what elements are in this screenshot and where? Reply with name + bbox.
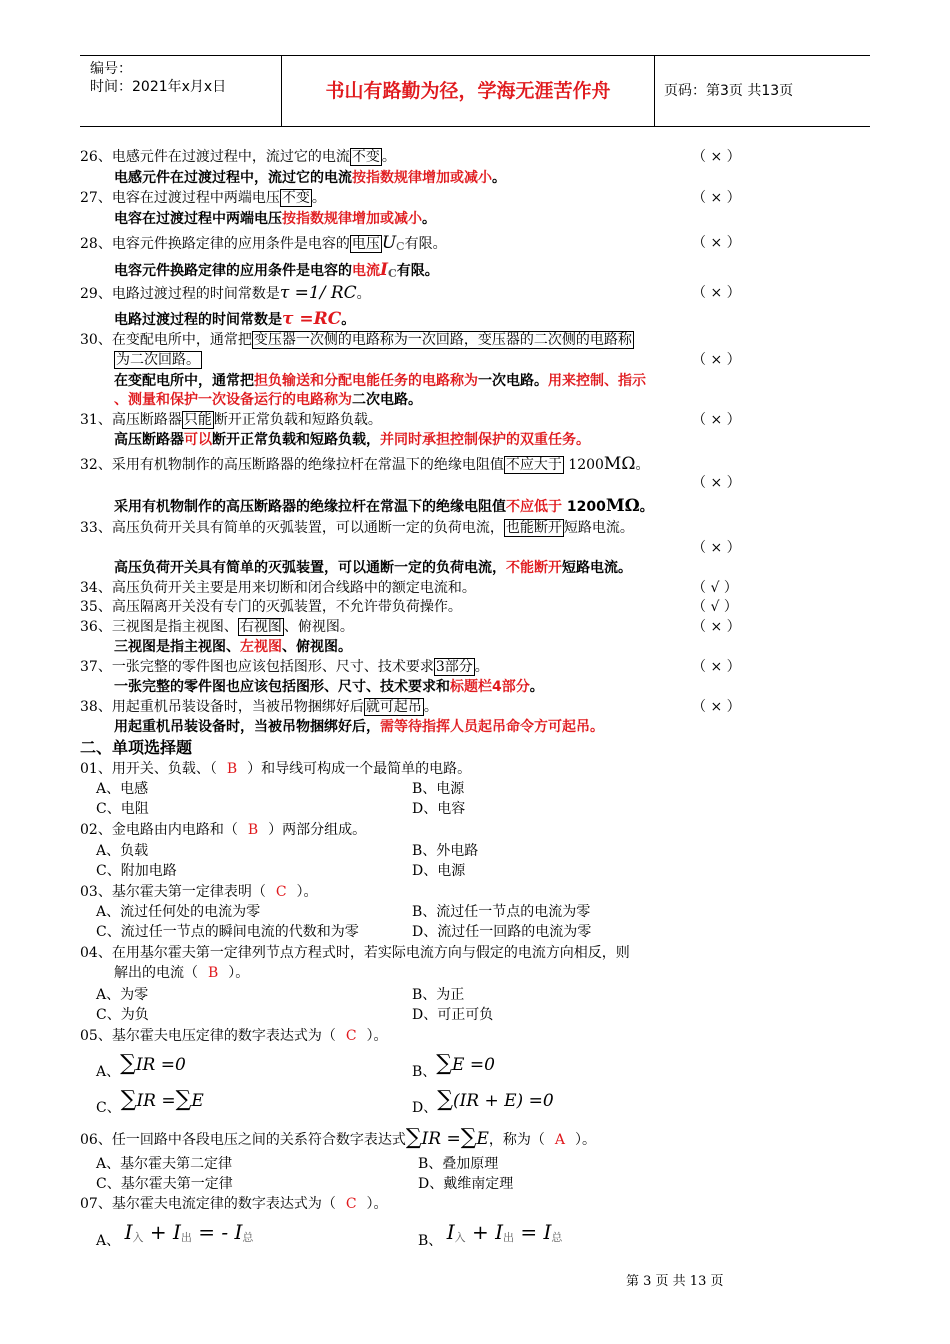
- option-a: A、 I入 + I出 = - I总: [96, 1220, 254, 1249]
- answer-letter: B: [226, 761, 238, 777]
- option-c: C、为负: [96, 1007, 149, 1023]
- header-motto: 书山有路勤为径，学海无涯苦作舟: [282, 56, 655, 126]
- question-38: 38、用起重机吊装设备时，当被吊物捆绑好后 就可起吊 。: [80, 699, 438, 715]
- correction-36: 三视图是指主视图、左视图、俯视图。: [114, 639, 352, 655]
- correction-30: 在变配电所中，通常把担负输送和分配电能任务的电路称为一次电路。用来控制、指示: [114, 373, 646, 389]
- page-footer: 第 3 页 共 13 页: [626, 1274, 724, 1289]
- marked-error: 不变: [351, 149, 380, 165]
- marked-error: 只能: [183, 412, 212, 428]
- question-32: 32、采用有机物制作的高压断路器的绝缘拉杆在常温下的绝缘电阻值 不应大于 1200MΩ。: [80, 454, 650, 474]
- judgement-mark: （ × ）: [692, 190, 741, 206]
- answer-letter: C: [345, 1028, 357, 1044]
- option-a: A、流过任何处的电流为零: [96, 904, 261, 920]
- question-30: 30、在变配电所中，通常把 变压器一次侧的电路称为一次回路，变压器的二次侧的电路称: [80, 332, 632, 348]
- correction-29: 电路过渡过程的时间常数是τ =RC。: [114, 309, 356, 329]
- option-c: C、∑IR =∑E: [96, 1087, 204, 1116]
- question-34: 34、高压负荷开关主要是用来切断和闭合线路中的额定电流和。: [80, 580, 476, 596]
- option-d: D、电容: [412, 801, 466, 817]
- marked-error: 3部分: [435, 659, 473, 675]
- marked-error: 不应大于: [505, 457, 562, 473]
- question-33: 33、高压负荷开关具有简单的灭弧装置，可以通断一定的负荷电流， 也能断开 短路电流。: [80, 520, 634, 536]
- judgement-mark: （ × ）: [692, 659, 741, 675]
- header-page-number: 页码：第3页 共13页: [664, 83, 794, 99]
- question-27: 27、电容在过渡过程中两端电压 不变 。: [80, 190, 326, 206]
- judgement-mark: （ √ ）: [692, 580, 738, 596]
- option-c: C、流过任一节点的瞬间电流的代数和为零: [96, 924, 359, 940]
- mcq-05: 05、基尔霍夫电压定律的数字表达式为（ C ）。: [80, 1028, 388, 1044]
- marked-error: 不变: [281, 190, 310, 206]
- marked-error: 就可起吊: [365, 699, 422, 715]
- option-c: C、附加电路: [96, 863, 177, 879]
- judgement-mark: （ × ）: [692, 149, 741, 165]
- option-b: B、为正: [412, 987, 465, 1003]
- option-b: B、叠加原理: [418, 1156, 499, 1172]
- option-a: A、为零: [96, 987, 149, 1003]
- question-29: 29、电路过渡过程的时间常数是τ =1/ RC。: [80, 283, 371, 303]
- option-b: B、外电路: [412, 843, 479, 859]
- question-35: 35、高压隔离开关没有专门的灭弧装置，不允许带负荷操作。: [80, 599, 462, 615]
- answer-letter: B: [208, 965, 219, 981]
- question-26: 26、电感元件在过渡过程中，流过它的电流 不变 。: [80, 149, 396, 165]
- correction-27: 电容在过渡过程中两端电压按指数规律增加或减小。: [114, 211, 436, 227]
- option-d: D、∑(IR + E) =0: [412, 1087, 554, 1116]
- marked-error: 变压器一次侧的电路称为一次回路，变压器的二次侧的电路称: [253, 332, 632, 348]
- question-37: 37、一张完整的零件图也应该包括图形、尺寸、技术要求 3部分 。: [80, 659, 489, 675]
- marked-error: 也能断开: [505, 520, 562, 536]
- marked-error: 为二次回路。: [116, 352, 200, 368]
- mcq-06: 06、任一回路中各段电压之间的关系符合数字表达式∑IR =∑E，称为（ A ）。: [80, 1125, 596, 1150]
- correction-30-cont: 、测量和保护一次设备运行的电路称为二次电路。: [114, 392, 422, 408]
- answer-letter: C: [275, 884, 287, 900]
- answer-letter: C: [345, 1196, 357, 1212]
- question-28: 28、电容元件换路定律的应用条件是电容的 电压 UC有限。: [80, 233, 447, 253]
- correction-26: 电感元件在过渡过程中，流过它的电流按指数规律增加或减小。: [114, 170, 506, 186]
- option-a: A、基尔霍夫第二定律: [96, 1156, 233, 1172]
- page-header: [80, 55, 870, 127]
- option-d: D、电源: [412, 863, 466, 879]
- option-b: B、∑E =0: [412, 1051, 495, 1080]
- option-c: C、电阻: [96, 801, 149, 817]
- correction-32: 采用有机物制作的高压断路器的绝缘拉杆在常温下的绝缘电阻值不应低于 1200MΩ。: [114, 496, 654, 516]
- answer-letter: A: [554, 1132, 565, 1148]
- option-a: A、∑IR =0: [96, 1051, 186, 1080]
- question-31: 31、高压断路器 只能 断开正常负载和短路负载。: [80, 412, 382, 428]
- judgement-mark: （ × ）: [692, 540, 741, 556]
- judgement-mark: （ × ）: [692, 619, 741, 635]
- judgement-mark: （ × ）: [692, 412, 741, 428]
- mcq-07: 07、基尔霍夫电流定律的数字表达式为（ C ）。: [80, 1196, 388, 1212]
- option-a: A、电感: [96, 781, 149, 797]
- date-label: 时间：2021年x月x日: [90, 79, 227, 95]
- mcq-04: 04、在用基尔霍夫第一定律列节点方程式时，若实际电流方向与假定的电流方向相反，则: [80, 945, 630, 961]
- correction-37: 一张完整的零件图也应该包括图形、尺寸、技术要求和标题栏4部分。: [114, 679, 544, 695]
- serial-number-label: 编号：: [90, 61, 132, 77]
- mcq-01: 01、用开关、负载、（ B ）和导线可构成一个最简单的电路。: [80, 761, 472, 777]
- judgement-mark: （ √ ）: [692, 599, 738, 615]
- question-30-cont: [114, 351, 202, 369]
- option-c: C、基尔霍夫第一定律: [96, 1176, 233, 1192]
- option-b: B、 I入 + I出 = I总: [418, 1220, 563, 1249]
- judgement-mark: （ × ）: [692, 475, 741, 491]
- judgement-mark: （ × ）: [692, 285, 741, 301]
- mcq-02: 02、金电路由内电路和（ B ）两部分组成。: [80, 822, 367, 838]
- mcq-03: 03、基尔霍夫第一定律表明（ C ）。: [80, 884, 318, 900]
- option-d: D、可正可负: [412, 1007, 494, 1023]
- correction-38: 用起重机吊装设备时，当被吊物捆绑好后，需等待指挥人员起吊命令方可起吊。: [114, 719, 604, 735]
- answer-letter: B: [247, 822, 259, 838]
- correction-28: 电容元件换路定律的应用条件是电容的电流IC有限。: [114, 260, 439, 280]
- option-d: D、流过任一回路的电流为零: [412, 924, 592, 940]
- marked-error: 电压: [351, 236, 380, 252]
- option-b: B、流过任一节点的电流为零: [412, 904, 591, 920]
- section-heading: 二、单项选择题: [80, 738, 193, 757]
- judgement-mark: （ × ）: [692, 235, 741, 251]
- header-meta: [80, 56, 282, 126]
- question-36: 36、三视图是指主视图、 右视图 、俯视图。: [80, 619, 354, 635]
- judgement-mark: （ × ）: [692, 699, 741, 715]
- option-d: D、戴维南定理: [418, 1176, 514, 1192]
- time-constant-formula: τ =RC: [282, 309, 342, 329]
- mcq-04-cont: 解出的电流（ B ）。: [114, 965, 250, 981]
- judgement-mark: （ × ）: [692, 352, 741, 368]
- option-a: A、负载: [96, 843, 149, 859]
- correction-31: 高压断路器可以断开正常负载和短路负载，并同时承担控制保护的双重任务。: [114, 432, 590, 448]
- marked-error: 右视图: [239, 619, 282, 635]
- option-b: B、电源: [412, 781, 465, 797]
- correction-33: 高压负荷开关具有简单的灭弧装置，可以通断一定的负荷电流，不能断开短路电流。: [114, 560, 632, 576]
- time-constant-formula: τ =1/ RC: [279, 283, 357, 303]
